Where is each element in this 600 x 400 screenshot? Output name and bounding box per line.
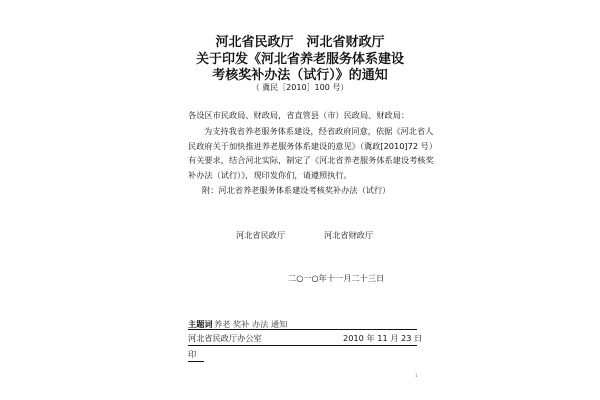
issue-date: 二○一○年十一月二十三日 bbox=[288, 273, 385, 283]
paragraph-line-3: 有关要求，结合河北实际，制定了《河北省养老服务体系建设考核奖 bbox=[188, 155, 434, 165]
title-line-3: 考核奖补办法（试行）》的通知 bbox=[212, 68, 388, 83]
footer-rule-top bbox=[188, 329, 417, 330]
attachment-note: 附：河北省养老服务体系建设考核奖补办法（试行） bbox=[202, 185, 391, 195]
title-line-2: 关于印发《河北省养老服务体系建设 bbox=[195, 52, 404, 67]
keywords-label: 主题词 bbox=[188, 319, 213, 329]
salutation: 各设区市民政局、财政局，省直管县（市）民政局、财政局： bbox=[188, 110, 410, 120]
page-number: 1 bbox=[415, 373, 418, 378]
issuer-civil-affairs: 河北省民政厅 bbox=[236, 230, 286, 240]
print-office: 河北省民政厅办公室 bbox=[188, 333, 262, 343]
paragraph-line-2: 民政府关于加快推进养老服务体系建设的意见》（冀政[2010]72 号） bbox=[188, 141, 438, 151]
paragraph-line-4: 补办法（试行）》，现印发你们，请遵照执行。 bbox=[188, 170, 352, 180]
print-label: 印 bbox=[188, 349, 197, 359]
keywords: 养老 奖补 办法 通知 bbox=[214, 319, 288, 329]
title-line-1: 河北省民政厅 河北省财政厅 bbox=[215, 35, 385, 50]
footer-rule-middle bbox=[188, 345, 417, 346]
document-number: （ 冀民［2010］100 号） bbox=[251, 83, 349, 92]
issuer-finance: 河北省财政厅 bbox=[324, 230, 374, 240]
paragraph-line-1: 为支持我省养老服务体系建设，经省政府同意，依据《河北省人 bbox=[204, 126, 434, 136]
print-date: 2010 年 11 月 23 日 bbox=[343, 333, 423, 343]
footer-rule-bottom bbox=[188, 361, 204, 362]
